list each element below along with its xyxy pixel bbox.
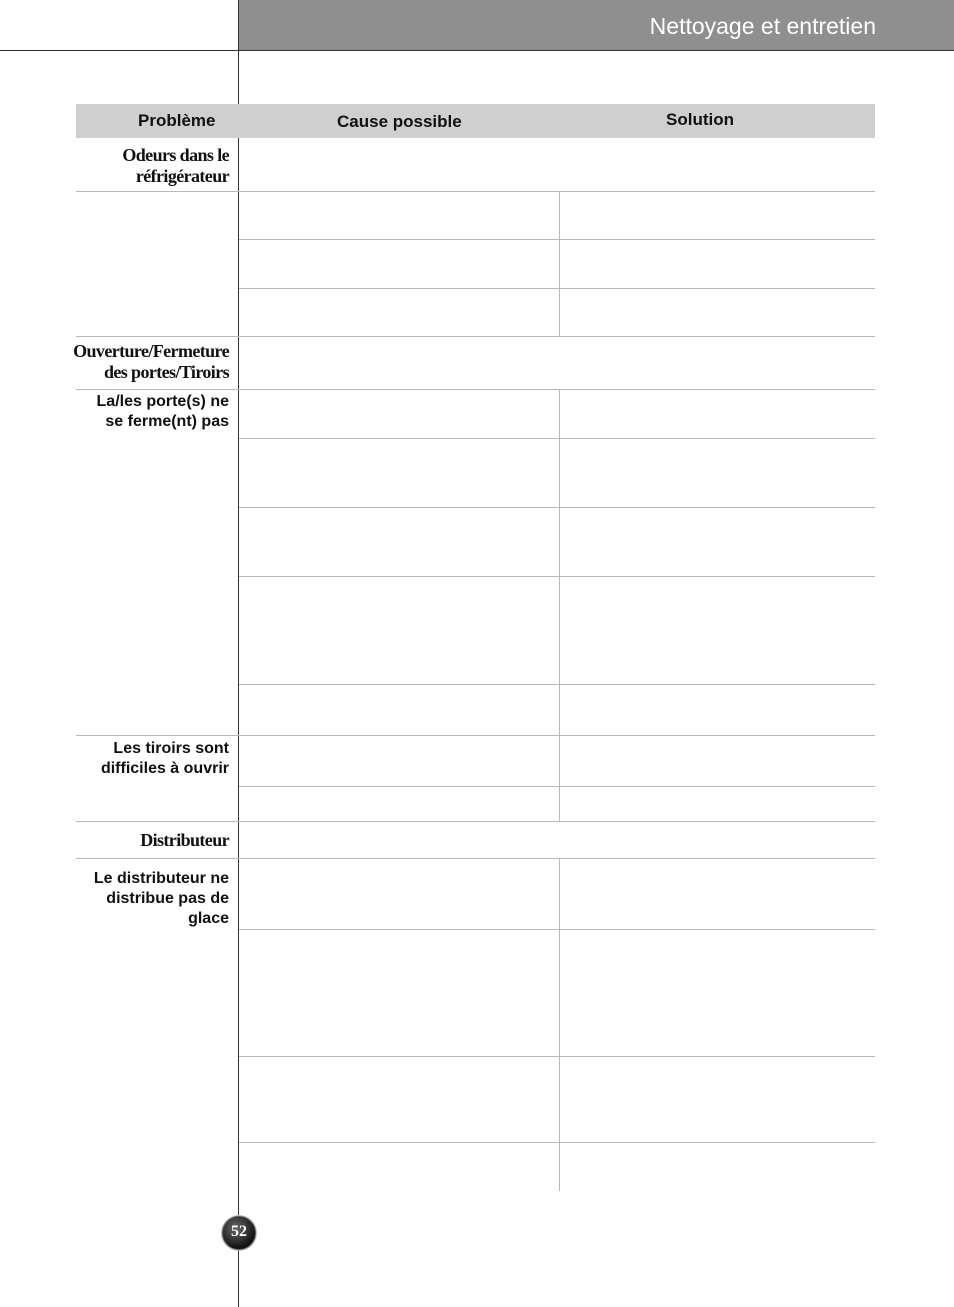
category-portes xyxy=(73,341,229,383)
category-line: Odeurs dans le xyxy=(122,145,229,165)
problem-line: Le distributeur ne xyxy=(93,870,229,887)
problem-tiroirs xyxy=(101,739,229,779)
column-divider xyxy=(559,736,560,821)
problem-line: difficiles à ouvrir xyxy=(100,760,229,777)
row-divider xyxy=(239,239,875,240)
row-divider xyxy=(76,191,875,192)
row-divider xyxy=(239,576,875,577)
header-cause: Cause possible xyxy=(337,112,462,131)
row-divider xyxy=(239,1142,875,1143)
header-divider xyxy=(0,50,954,51)
row-divider xyxy=(239,507,875,508)
page-title: Nettoyage et entretien xyxy=(649,13,876,39)
problem-line: glace xyxy=(188,910,229,927)
problem-line: Les tiroirs sont xyxy=(113,740,229,757)
category-line: Ouverture/Fermeture xyxy=(73,341,229,361)
row-divider xyxy=(239,929,875,930)
row-divider xyxy=(76,821,875,822)
row-divider xyxy=(239,684,875,685)
page-number: 52 xyxy=(231,1223,247,1240)
header-problem: Problème xyxy=(138,111,216,130)
problem-portes xyxy=(97,392,229,432)
problem-line: La/les porte(s) ne xyxy=(96,393,229,410)
page-number-badge xyxy=(222,1216,256,1250)
problem-line: se ferme(nt) pas xyxy=(105,413,229,430)
row-divider xyxy=(239,288,875,289)
column-divider xyxy=(559,192,560,336)
category-distributeur xyxy=(140,830,229,851)
row-divider xyxy=(76,735,875,736)
category-line: réfrigérateur xyxy=(135,166,229,186)
row-divider xyxy=(239,786,875,787)
row-divider xyxy=(76,389,875,390)
header-band xyxy=(239,0,954,50)
category-line: des portes/Tiroirs xyxy=(103,362,229,382)
category-line: Distributeur xyxy=(140,830,229,850)
row-divider xyxy=(239,438,875,439)
row-divider xyxy=(76,858,875,859)
problem-line: distribue pas de xyxy=(106,890,229,907)
margin-rule xyxy=(238,0,239,1307)
problem-distributeur xyxy=(94,869,229,929)
row-divider xyxy=(239,1056,875,1057)
category-odeurs xyxy=(122,145,229,187)
row-divider xyxy=(76,336,875,337)
header-solution: Solution xyxy=(666,110,734,129)
table-header xyxy=(76,104,875,138)
